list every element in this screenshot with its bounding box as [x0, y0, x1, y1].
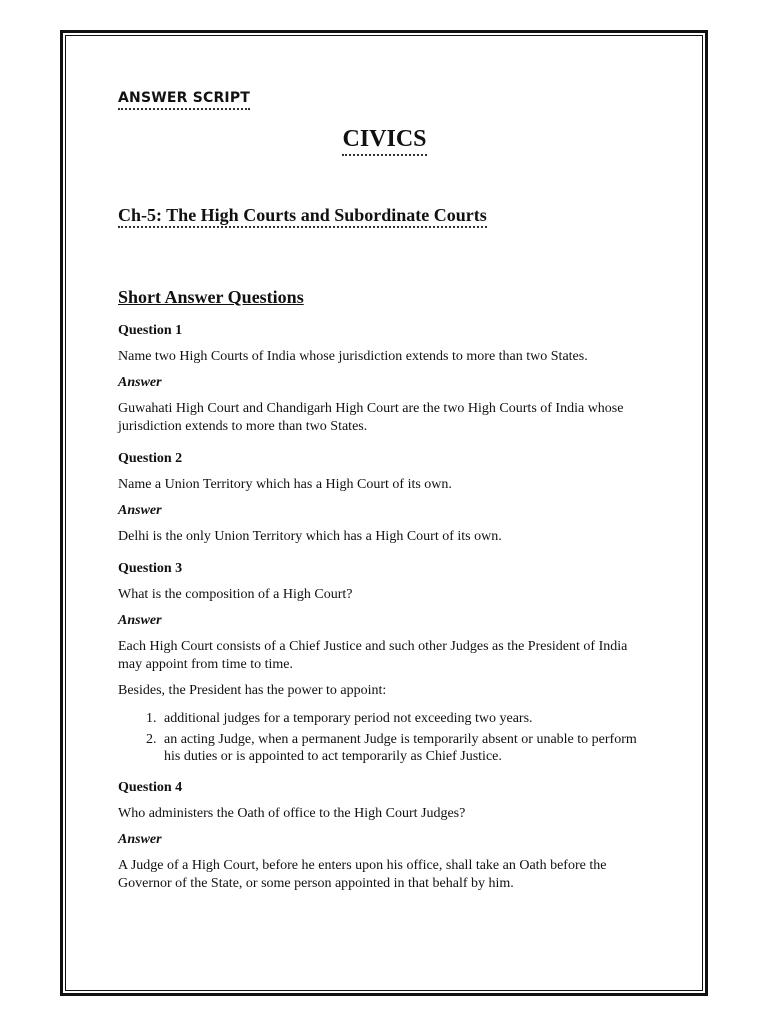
answer-label: Answer	[118, 832, 162, 847]
question-label: Question 3	[118, 561, 183, 576]
appointment-list	[118, 710, 638, 765]
chapter-heading-wrap	[118, 156, 658, 228]
document-content	[118, 88, 658, 893]
question-text: Name a Union Territory which has a High Court of its own.	[118, 477, 452, 492]
answer-text: Each High Court consists of a Chief Justice and such other Judges as the President of India may appoint from time to time.	[118, 639, 628, 672]
question-label: Question 4	[118, 780, 183, 795]
answer-text: A Judge of a High Court, before he enters upon his office, shall take an Oath before the Governor of the State, or some person appointed in that behalf by him.	[118, 858, 607, 891]
chapter-title: Ch-5: The High Courts and Subordinate Courts	[118, 204, 487, 228]
answer-text: Guwahati High Court and Chandigarh High Court are the two High Courts of India whose jurisdiction extends to more than two States.	[118, 401, 624, 434]
answer-extra-text: Besides, the President has the power to appoint:	[118, 683, 387, 698]
list-item: 2. an acting Judge, when a permanent Judge is temporarily absent or unable to perform his duties or is appointed to act temporarily as Chief Justice.	[160, 731, 638, 765]
answer-script-label: ANSWER SCRIPT	[118, 88, 250, 110]
subject-title: CIVICS	[342, 124, 426, 156]
question-block-4	[118, 779, 658, 893]
question-text: Who administers the Oath of office to the High Court Judges?	[118, 806, 466, 821]
answer-label: Answer	[118, 503, 162, 518]
answer-text: Delhi is the only Union Territory which has a High Court of its own.	[118, 529, 502, 544]
question-label: Question 2	[118, 451, 183, 466]
answer-script-heading	[118, 88, 658, 110]
question-block-2	[118, 450, 658, 546]
section-heading-wrap	[118, 228, 658, 308]
question-text: Name two High Courts of India whose jurisdiction extends to more than two States.	[118, 349, 588, 364]
list-item: 1. additional judges for a temporary period not exceeding two years.	[160, 710, 638, 727]
answer-label: Answer	[118, 375, 162, 390]
subject-heading-wrap	[118, 124, 651, 156]
question-block-1	[118, 322, 658, 436]
section-title: Short Answer Questions	[118, 287, 304, 307]
answer-label: Answer	[118, 613, 162, 628]
question-label: Question 1	[118, 323, 183, 338]
question-text: What is the composition of a High Court?	[118, 587, 353, 602]
question-block-3	[118, 560, 658, 765]
